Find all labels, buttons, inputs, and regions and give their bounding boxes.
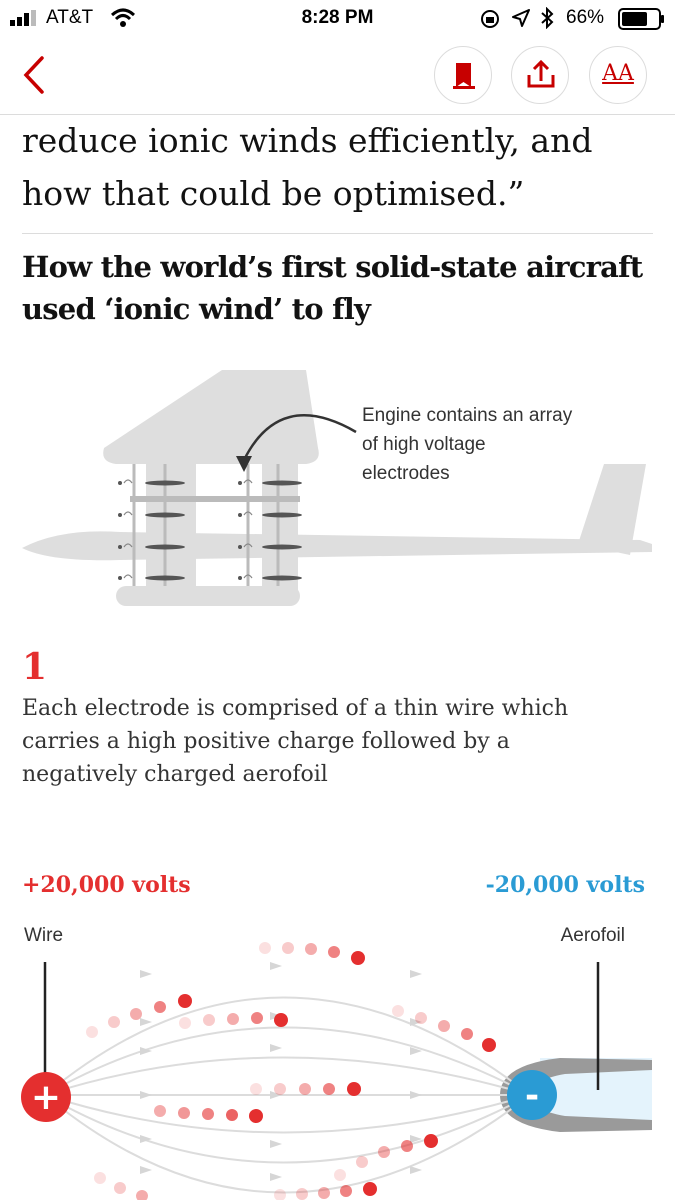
article-quote <box>22 114 632 220</box>
carrier-name: AT&T <box>46 7 94 28</box>
graphic-title <box>22 246 652 330</box>
share-icon <box>526 59 556 91</box>
minus-symbol: - <box>524 1076 540 1116</box>
battery-icon <box>618 8 666 30</box>
strut <box>146 460 196 590</box>
text-size-label: AA <box>602 61 634 86</box>
location-arrow-icon <box>512 9 530 27</box>
field-lines <box>45 998 530 1193</box>
share-button[interactable] <box>511 46 569 104</box>
step-number: 1 <box>22 646 48 688</box>
article-toolbar <box>0 36 675 115</box>
bookmark-icon <box>452 61 476 91</box>
fuselage <box>22 531 652 560</box>
status-time: 8:28 PM <box>301 7 374 28</box>
chevron-left-icon[interactable] <box>20 54 50 96</box>
step-description: Each electrode is comprised of a thin wire which carries a high positive charge followed by a negatively charged aerofoil <box>22 696 569 787</box>
quote-line: how that could be optimised.” <box>22 174 525 213</box>
graphic-title-line: used ‘ionic wind’ to fly <box>22 292 371 326</box>
battery-percent: 66% <box>566 7 605 28</box>
negative-voltage-label: -20,000 volts <box>485 872 645 898</box>
wire-label: Wire <box>24 925 64 946</box>
quote-line: reduce ionic winds efficiently, and <box>22 121 593 160</box>
frame-bar <box>130 496 300 502</box>
aerofoil-label: Aerofoil <box>560 925 625 946</box>
text-size-button[interactable] <box>589 46 647 104</box>
ion-dots-lower <box>94 1134 438 1200</box>
section-divider <box>22 233 653 234</box>
graphic-title-line: How the world’s first solid-state aircraft <box>22 250 643 284</box>
positive-voltage-label: +20,000 volts <box>22 872 191 898</box>
save-button[interactable] <box>434 46 492 104</box>
ionic-wind-diagram <box>0 940 675 1200</box>
lower-bar <box>116 586 300 606</box>
aircraft-illustration <box>0 360 675 620</box>
positive-electrode <box>21 1072 71 1122</box>
plus-symbol: + <box>30 1077 62 1118</box>
status-bar <box>0 0 675 36</box>
negative-electrode <box>507 1070 557 1120</box>
orientation-lock-icon <box>480 9 500 29</box>
bluetooth-icon <box>540 7 554 29</box>
engine-callout-label: Engine contains an array of high voltage electrodes <box>362 405 573 484</box>
strut <box>262 460 298 590</box>
ion-dots-middle <box>154 1082 361 1123</box>
